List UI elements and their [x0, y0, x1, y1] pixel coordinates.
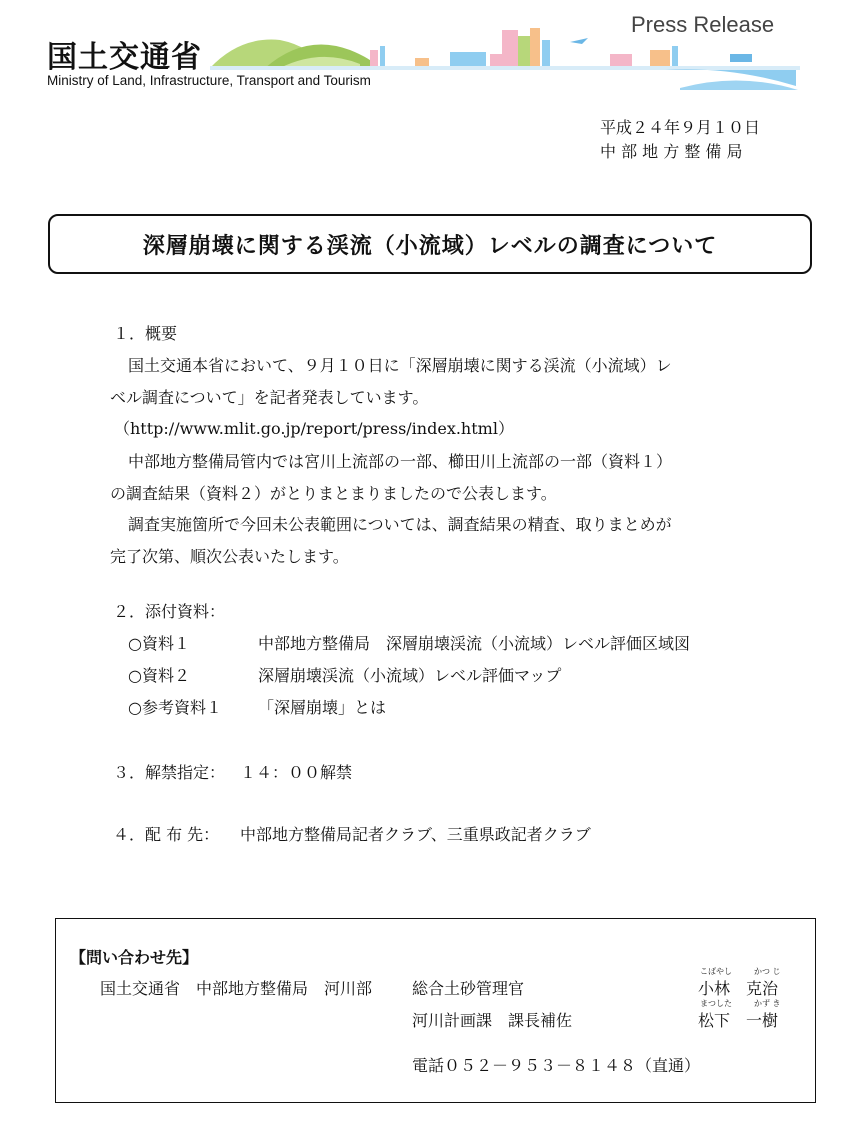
section1-heading: １．概要: [113, 324, 178, 343]
contact-org: 国土交通省 中部地方整備局 河川部: [100, 979, 373, 998]
embargo-time: １４：００解禁: [240, 763, 353, 782]
ministry-name-en: Ministry of Land, Infrastructure, Transport and Tourism: [47, 73, 371, 88]
section3-heading: ３．解禁指定：: [113, 763, 226, 782]
contact-phone: 電話０５２－９５３－８１４８（直通）: [412, 1056, 701, 1075]
section1-line: ベル調査について」を記者発表しています。: [110, 388, 429, 407]
header-banner-illustration: [210, 28, 800, 90]
contact-title: 河川計画課 課長補佐: [412, 1011, 573, 1030]
section4-heading: ４．配 布 先：: [113, 825, 220, 844]
section1-line: 国土交通本省において、９月１０日に「深層崩壊に関する渓流（小流域）レ: [128, 356, 672, 375]
attachment-label: ○資料１: [128, 634, 190, 653]
attachment-desc: 中部地方整備局 深層崩壊渓流（小流域）レベル評価区域図: [258, 634, 691, 653]
attachment-desc: 深層崩壊渓流（小流域）レベル評価マップ: [258, 666, 562, 685]
attachment-label: ○参考資料１: [128, 698, 222, 717]
press-release-label: Press Release: [631, 12, 775, 37]
contact-heading: 【問い合わせ先】: [70, 948, 199, 967]
attachment-label: ○資料２: [128, 666, 190, 685]
name-ruby: かず き: [754, 999, 781, 1008]
section1-line: 完了次第、順次公表いたします。: [110, 547, 349, 566]
contact-title: 総合土砂管理官: [412, 979, 525, 998]
document-title: 深層崩壊に関する渓流（小流域）レベルの調査について: [48, 214, 812, 274]
issuing-office: 中 部 地 方 整 備 局: [600, 142, 743, 161]
name-ruby: まつした: [700, 999, 732, 1008]
attachment-desc: 「深層崩壊」とは: [258, 698, 387, 717]
section1-line: 調査実施箇所で今回未公表範囲については、調査結果の精査、取りまとめが: [128, 515, 672, 534]
contact-name: 松下 一樹: [698, 1011, 779, 1030]
date-and-office: [600, 116, 760, 164]
distribution-list: 中部地方整備局記者クラブ、三重県政記者クラブ: [240, 825, 591, 844]
press-url-link[interactable]: （http://www.mlit.go.jp/report/press/index.html）: [114, 419, 514, 438]
contact-name: 小林 克治: [698, 979, 779, 998]
section1-line: 中部地方整備局管内では宮川上流部の一部、櫛田川上流部の一部（資料１）: [128, 452, 673, 471]
ministry-logo-jp: 国土交通省: [47, 40, 202, 75]
name-ruby: かつ じ: [754, 967, 781, 976]
section1-line: の調査結果（資料２）がとりまとまりましたので公表します。: [110, 484, 557, 503]
section2-heading: ２．添付資料：: [113, 602, 226, 621]
release-date: 平成２４年９月１０日: [600, 118, 761, 137]
name-ruby: こばやし: [700, 967, 732, 976]
